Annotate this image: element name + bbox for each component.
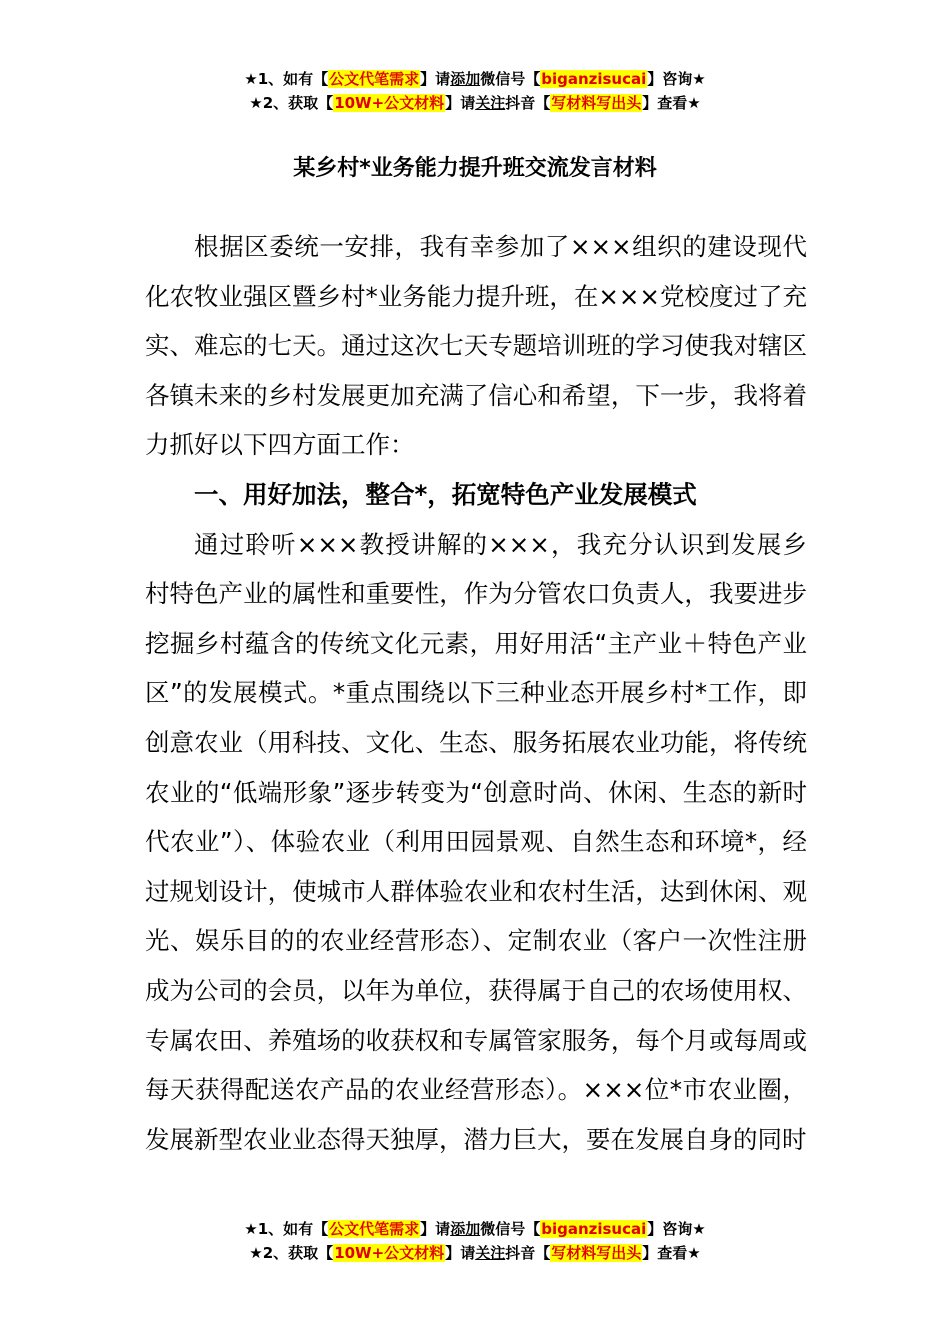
highlight-ghostwriting: 公文代笔需求 [329, 1220, 420, 1238]
document-title: 某乡村*业务能力提升班交流发言材料 [293, 156, 657, 181]
banner-line-2: ★2、获取【10W+公文材料】请关注抖音【写材料写出头】查看★ [249, 94, 701, 112]
paragraph-intro: 根据区委统一安排，我有幸参加了×××组织的建设现代化农牧业强区暨乡村*业务能力提升班，在×××党校度过了充实、难忘的七天。通过这次七天专题培训班的学习使我对辖区各镇未来的乡村发展更加充满了信心和希望，下一步，我将着力抓好以下四方面工作： [145, 232, 807, 460]
header-banner [0, 67, 950, 115]
paragraph-section-1: 通过聆听×××教授讲解的×××，我充分认识到发展乡村特色产业的属性和重要性，作为分管农口负责人，我要进步挖掘乡村蕴含的传统文化元素，用好用活“主产业＋特色产业区”的发展模式。*重点围绕以下三种业态开展乡村*工作，即创意农业（用科技、文化、生态、服务拓展农业功能，将传统农业的“低端形象”逐步转变为“创意时尚、休闲、生态的新时代农业”）、体验农业（利用田园景观、自然生态和环境*，经过规划设计，使城市人群体验农业和农村生活，达到休闲、观光、娱乐目的的农业经营形态）、定制农业（客户一次性注册成为公司的会员，以年为单位，获得属于自己的农场使用权、专属农田、养殖场的收获权和专属管家服务，每个月或每周或每天获得配送农产品的农业经营形态）。×××位*市农业圈，发展新型农业业态得天独厚，潜力巨大，要在发展自身的同时 [145, 529, 807, 1154]
document-body [145, 222, 807, 1164]
banner-line-1: ★1、如有【公文代笔需求】请添加微信号【biganzisucai】咨询★ [244, 70, 706, 88]
banner-line-2: ★2、获取【10W+公文材料】请关注抖音【写材料写出头】查看★ [249, 1244, 701, 1262]
highlight-douyin: 写材料写出头 [551, 94, 642, 112]
highlight-ghostwriting: 公文代笔需求 [329, 70, 420, 88]
banner-line-1: ★1、如有【公文代笔需求】请添加微信号【biganzisucai】咨询★ [244, 1220, 706, 1238]
footer-banner [0, 1217, 950, 1265]
section-heading-1: 一、用好加法，整合*，拓宽特色产业发展模式 [194, 479, 697, 509]
highlight-wechat-id: biganzisucai [541, 70, 647, 88]
highlight-douyin: 写材料写出头 [551, 1244, 642, 1262]
highlight-materials: 10W+公文材料 [334, 94, 445, 112]
highlight-materials: 10W+公文材料 [334, 1244, 445, 1262]
highlight-wechat-id: biganzisucai [541, 1220, 647, 1238]
